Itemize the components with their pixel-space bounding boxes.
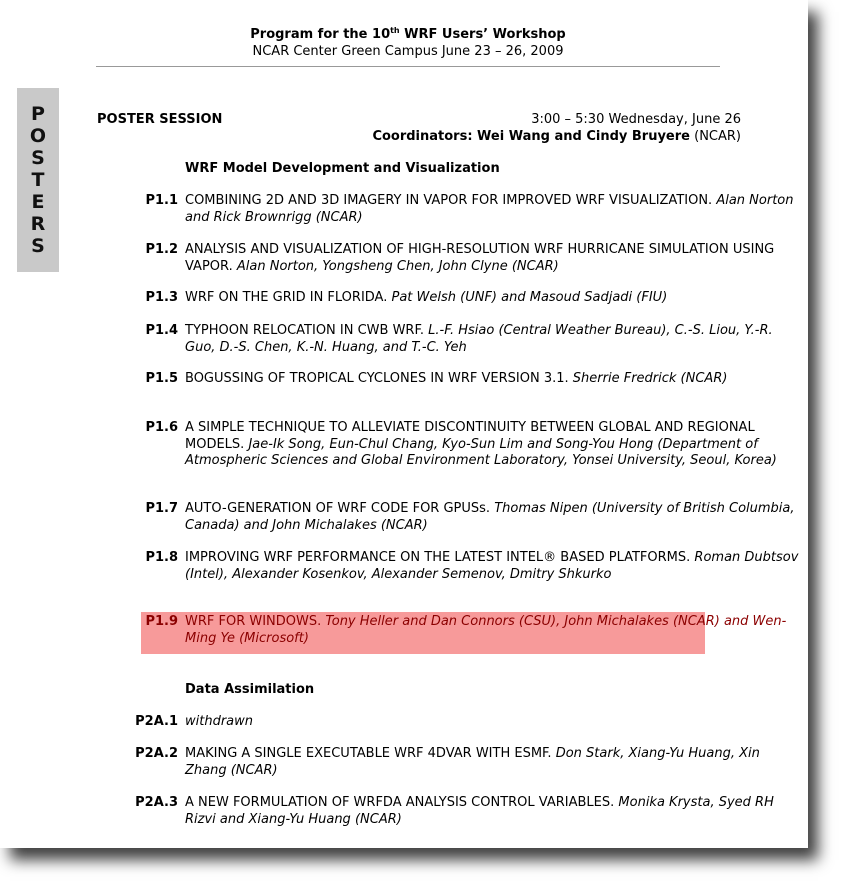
poster-title: WRF ON THE GRID IN FLORIDA.	[185, 290, 388, 305]
poster-entry	[145, 242, 805, 275]
poster-entry	[145, 290, 805, 307]
poster-authors: L.-F. Hsiao (Central Weather Bureau), C.-S. Liou, Y.-R. Guo, D.-S. Chen, K.-N. Huang, and T.-C. Yeh	[185, 323, 773, 355]
poster-id: P1.5	[145, 371, 178, 386]
poster-id: P1.2	[145, 242, 178, 257]
tab-letter: S	[31, 147, 45, 169]
poster-authors: Tony Heller and Dan Connors (CSU), John Michalakes (NCAR) and Wen-Ming Ye (Microsoft)	[185, 614, 787, 646]
poster-id: P1.3	[145, 290, 178, 305]
poster-authors: Pat Welsh (UNF) and Masoud Sadjadi (FIU)	[391, 290, 668, 305]
poster-authors: Jae-Ik Song, Eun-Chul Chang, Kyo-Sun Lim and Song-You Hong (Department of Atmospheric Sciences and Global Environment Laboratory, Yonsei University, Seoul, Korea)	[185, 436, 777, 468]
poster-authors: Roman Dubtsov (Intel), Alexander Kosenkov, Alexander Semenov, Dmitry Shkurko	[185, 550, 799, 582]
poster-entry	[135, 795, 805, 828]
poster-title: BOGUSSING OF TROPICAL CYCLONES IN WRF VERSION 3.1.	[185, 371, 569, 386]
title-superscript: th	[390, 26, 400, 35]
poster-id: P1.9	[145, 614, 178, 629]
program-title	[96, 26, 720, 43]
program-title-text: Program for the 10	[250, 27, 391, 42]
poster-authors: Monika Krysta, Syed RH Rizvi and Xiang-Yu Huang (NCAR)	[185, 795, 774, 827]
tab-letter: S	[31, 235, 45, 257]
poster-title: AUTO-GENERATION OF WRF CODE FOR GPUSs.	[185, 501, 491, 516]
page-header	[96, 26, 720, 60]
poster-entry-highlighted	[145, 614, 805, 647]
poster-authors: Sherrie Fredrick (NCAR)	[572, 371, 728, 386]
tab-letter: O	[29, 125, 47, 147]
poster-entry	[145, 193, 805, 226]
poster-title: A NEW FORMULATION OF WRFDA ANALYSIS CONTROL VARIABLES.	[185, 795, 615, 810]
poster-entry	[145, 420, 805, 470]
coordinators-org: (NCAR)	[689, 129, 741, 144]
poster-id: P2A.2	[135, 746, 178, 761]
tab-letter: R	[30, 213, 46, 235]
poster-authors: Alan Norton and Rick Brownrigg (NCAR)	[185, 193, 794, 225]
poster-id: P2A.1	[135, 714, 178, 729]
poster-entry	[145, 501, 805, 534]
coordinators-label: Coordinators: Wei Wang and Cindy Bruyere	[372, 129, 690, 144]
header-divider	[96, 66, 720, 67]
poster-entry	[145, 371, 805, 388]
poster-title: WRF FOR WINDOWS.	[185, 614, 322, 629]
section-heading: WRF Model Development and Visualization	[185, 161, 500, 176]
tab-letter: T	[31, 169, 45, 191]
poster-entry	[145, 550, 805, 583]
poster-title: MAKING A SINGLE EXECUTABLE WRF 4DVAR WITH ESMF.	[185, 746, 552, 761]
poster-id: P1.7	[145, 501, 178, 516]
poster-authors: withdrawn	[185, 714, 254, 729]
poster-title: ANALYSIS AND VISUALIZATION OF HIGH-RESOLUTION WRF HURRICANE SIMULATION USING VAPOR.	[185, 242, 775, 274]
poster-id: P1.1	[145, 193, 178, 208]
poster-authors: Alan Norton, Yongsheng Chen, John Clyne (NCAR)	[236, 258, 559, 274]
poster-id: P1.8	[145, 550, 178, 565]
session-coordinators	[372, 129, 741, 146]
session-title: POSTER SESSION	[97, 112, 223, 127]
poster-id: P1.4	[145, 323, 178, 338]
poster-title: TYPHOON RELOCATION IN CWB WRF.	[185, 323, 424, 338]
tab-letter: P	[31, 103, 45, 125]
posters-side-tab	[17, 88, 59, 272]
program-subtitle: NCAR Center Green Campus June 23 – 26, 2009	[252, 44, 564, 59]
poster-title: IMPROVING WRF PERFORMANCE ON THE LATEST INTEL® BASED PLATFORMS.	[185, 550, 691, 565]
poster-authors: Don Stark, Xiang-Yu Huang, Xin Zhang (NCAR)	[185, 746, 760, 778]
poster-entry	[135, 714, 805, 731]
poster-title: A SIMPLE TECHNIQUE TO ALLEVIATE DISCONTINUITY BETWEEN GLOBAL AND REGIONAL MODELS.	[185, 420, 755, 452]
poster-authors: Thomas Nipen (University of British Columbia, Canada) and John Michalakes (NCAR)	[185, 501, 795, 533]
poster-id: P1.6	[145, 420, 178, 435]
poster-title: COMBINING 2D AND 3D IMAGERY IN VAPOR FOR IMPROVED WRF VISUALIZATION.	[185, 193, 713, 208]
poster-entry	[145, 323, 805, 356]
tab-letter: E	[31, 191, 45, 213]
program-title-text-end: WRF Users’ Workshop	[399, 27, 566, 42]
section-heading: Data Assimilation	[185, 682, 315, 697]
session-time: 3:00 – 5:30 Wednesday, June 26	[531, 112, 741, 127]
poster-id: P2A.3	[135, 795, 178, 810]
poster-entry	[135, 746, 805, 779]
